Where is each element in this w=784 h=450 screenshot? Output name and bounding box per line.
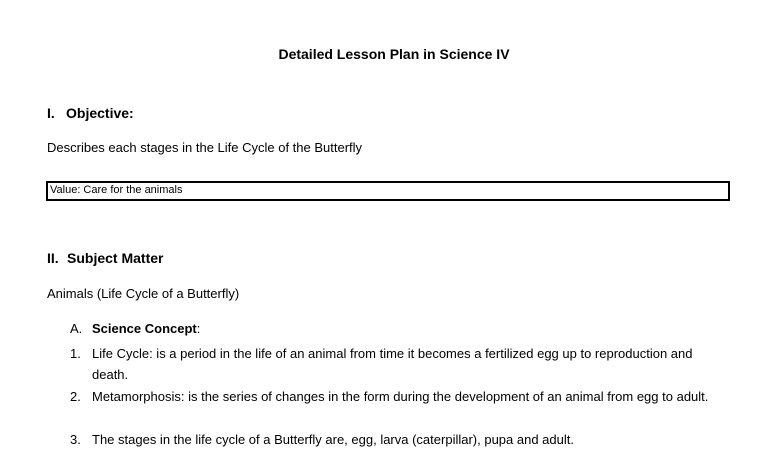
subject-matter-text: Animals (Life Cycle of a Butterfly): [47, 286, 240, 301]
value-box: [46, 181, 730, 201]
section-heading-text: Objective:: [66, 105, 134, 121]
section-number: I.: [47, 105, 55, 121]
list-marker: 2.: [70, 389, 81, 404]
subheading-suffix: :: [196, 321, 201, 336]
list-marker: A.: [70, 321, 83, 336]
section-heading-text: Subject Matter: [67, 250, 164, 266]
list-item-text: Metamorphosis: is the series of changes in the form during the development of an animal from egg to adult.: [92, 389, 709, 404]
list-marker: 1.: [70, 346, 81, 361]
list-marker: 3.: [70, 432, 81, 447]
subheading-text: Science Concept: [92, 321, 197, 336]
section-objective-heading: [47, 105, 134, 121]
document-title: Detailed Lesson Plan in Science IV: [278, 46, 510, 62]
objective-text: Describes each stages in the Life Cycle of the Butterfly: [47, 140, 363, 155]
section-number: II.: [47, 250, 59, 266]
value-text: Value: Care for the animals: [50, 184, 183, 196]
list-item-text: The stages in the life cycle of a Butterfly are, egg, larva (caterpillar), pupa and adult.: [92, 432, 574, 447]
science-concept-subheading: [70, 321, 200, 336]
list-item-text: Life Cycle: is a period in the life of an animal from time it becomes a fertilized egg up to reproduction and death.: [92, 346, 693, 382]
section-subject-matter-heading: [47, 250, 163, 266]
